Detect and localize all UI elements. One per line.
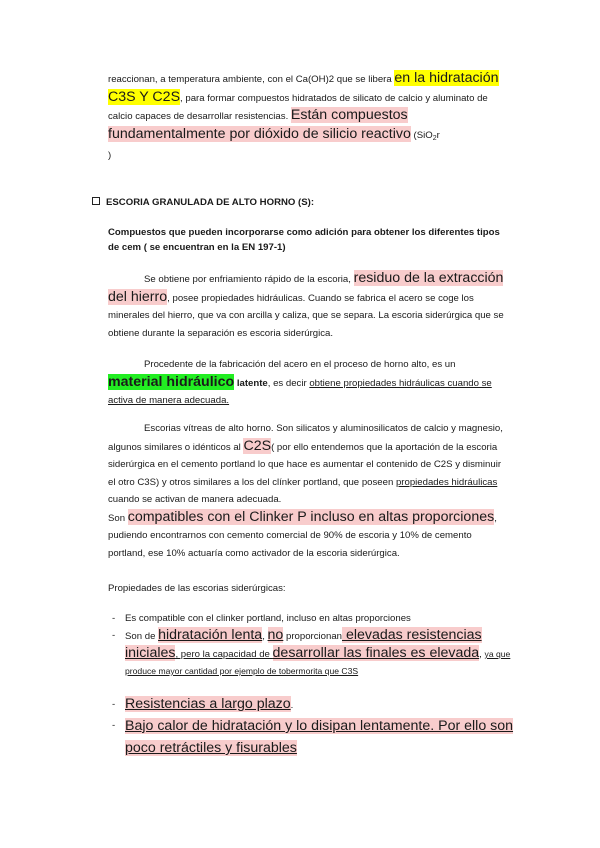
p1-text-1: Se obtiene por enfriamiento rápido de la escoria, [144,274,354,285]
highlight-desarrollar-finales: desarrollar las finales es elevada [272,645,480,661]
p3-underline: propiedades hidráulicas [395,476,498,488]
highlight-resistencias-largo-plazo: Resistencias a largo plazo [125,696,291,712]
p2-underline: obtiene propiedades hidráulicas cuando se activa de manera adecuada. [108,377,492,406]
list-item-1 [112,610,525,627]
intro-text-1: reaccionan, a temperatura ambiente, con el Ca(OH)2 que se libera [108,74,395,85]
section-heading-text: ESCORIA GRANULADA DE ALTO HORNO (S): [106,197,315,208]
properties-title: Propiedades de las escorias siderúrgicas: [108,583,286,594]
p2-text-1: Procedente de la fabricación del acero en el proceso de horno alto, es un [144,359,456,370]
intro-subscript: 2 [432,134,437,142]
list-item-2 [112,627,525,680]
list-item-3 [112,696,525,714]
p3-text-2: ( por ello entendemos que la aportación de la escoria siderúrgica en el cemento portland lo que hace es aumentar el contenido de C2S y disminuir el otro C3S) y otros similares a los del clínker portland, que poseen [108,441,502,488]
p2-latente: latente [234,377,268,389]
li2-text-2: , [262,631,268,642]
intro-text-4: r [436,129,440,141]
list-item-1-text: Es compatible con el clinker portland, incluso en altas proporciones [125,613,411,624]
list-item-4 [112,716,525,760]
checkbox-bullet-icon [92,197,100,205]
highlight-elevadas-resistencias: elevadas resistencias iniciales [125,627,482,661]
subheading: Compuestos que pueden incorporarse como adición para obtener los diferentes tipos de cem ( se encuentran en la EN 197-1) [108,227,500,253]
highlight-c2s: C2S [243,437,272,454]
highlight-material-hidraulico: material hidráulico [108,373,235,390]
bullet-dash: - [112,699,116,710]
paragraph-3 [108,420,508,562]
p2-text-2: , es decir [267,377,310,389]
paragraph-2 [108,356,508,410]
bullet-dash: - [112,720,116,731]
highlight-no: no [267,627,284,643]
intro-text-5: ) [108,150,112,161]
paragraph-1 [108,270,508,342]
li2-text-4: , pero la capacidad de [175,649,273,660]
highlight-residuo: residuo de la extracción del hierro [108,270,504,305]
li2-text-3: proporcionan [283,631,342,642]
highlight-bajo-calor: Bajo calor de hidratación y lo disipan lentamente. Por ello son poco retráctiles y fisurables [125,718,514,756]
bullet-dash: - [112,630,116,641]
p1-text-2: , posee propiedades hidráulicas. Cuando se fabrica el acero se coge los minerales del hierro, que va con arcilla y caliza, que se separa. La escoria siderúrgica que se obtiene durante la separación es escoria siderúrgica. [108,292,504,339]
p3-text-5: , pudiendo encontrarnos con cemento comercial de 90% de escoria y 10% de cemento portland, ese 10% actuaría como activador de la escoria siderúrgica. [108,512,497,559]
p3-text-1: Escorias vítreas de alto horno. Son silicatos y aluminosilicatos de calcio y magnesio, algunos similares o idénticos al [108,423,503,453]
li2-underline: ya que produce mayor cantidad por ejemplo de tobermorita que C3S [125,649,511,676]
li2-text-1: Son de [125,631,159,642]
intro-text-3: (SiO [410,129,433,141]
intro-paragraph [108,70,508,165]
highlight-hidratacion: en la hidratación C3S Y C2S [108,70,499,105]
p3-text-4: Son [108,512,128,524]
p3-text-3: cuando se activan de manera adecuada. [108,494,282,505]
li3-end: . [290,700,294,711]
bullet-dash: - [112,613,116,624]
intro-text-2: , para formar compuestos hidratados de silicato de calcio y aluminato de calcio capaces de desarrollar resistencias. [108,92,488,122]
highlight-compatibles: compatibles con el Clinker P incluso en altas proporciones [127,508,495,525]
section-heading [92,196,314,210]
li2-text-5: , [479,649,485,660]
highlight-dioxido: Están compuestos fundamentalmente por dióxido de silicio reactivo [108,107,411,142]
highlight-hidratacion-lenta: hidratación lenta [158,627,263,643]
